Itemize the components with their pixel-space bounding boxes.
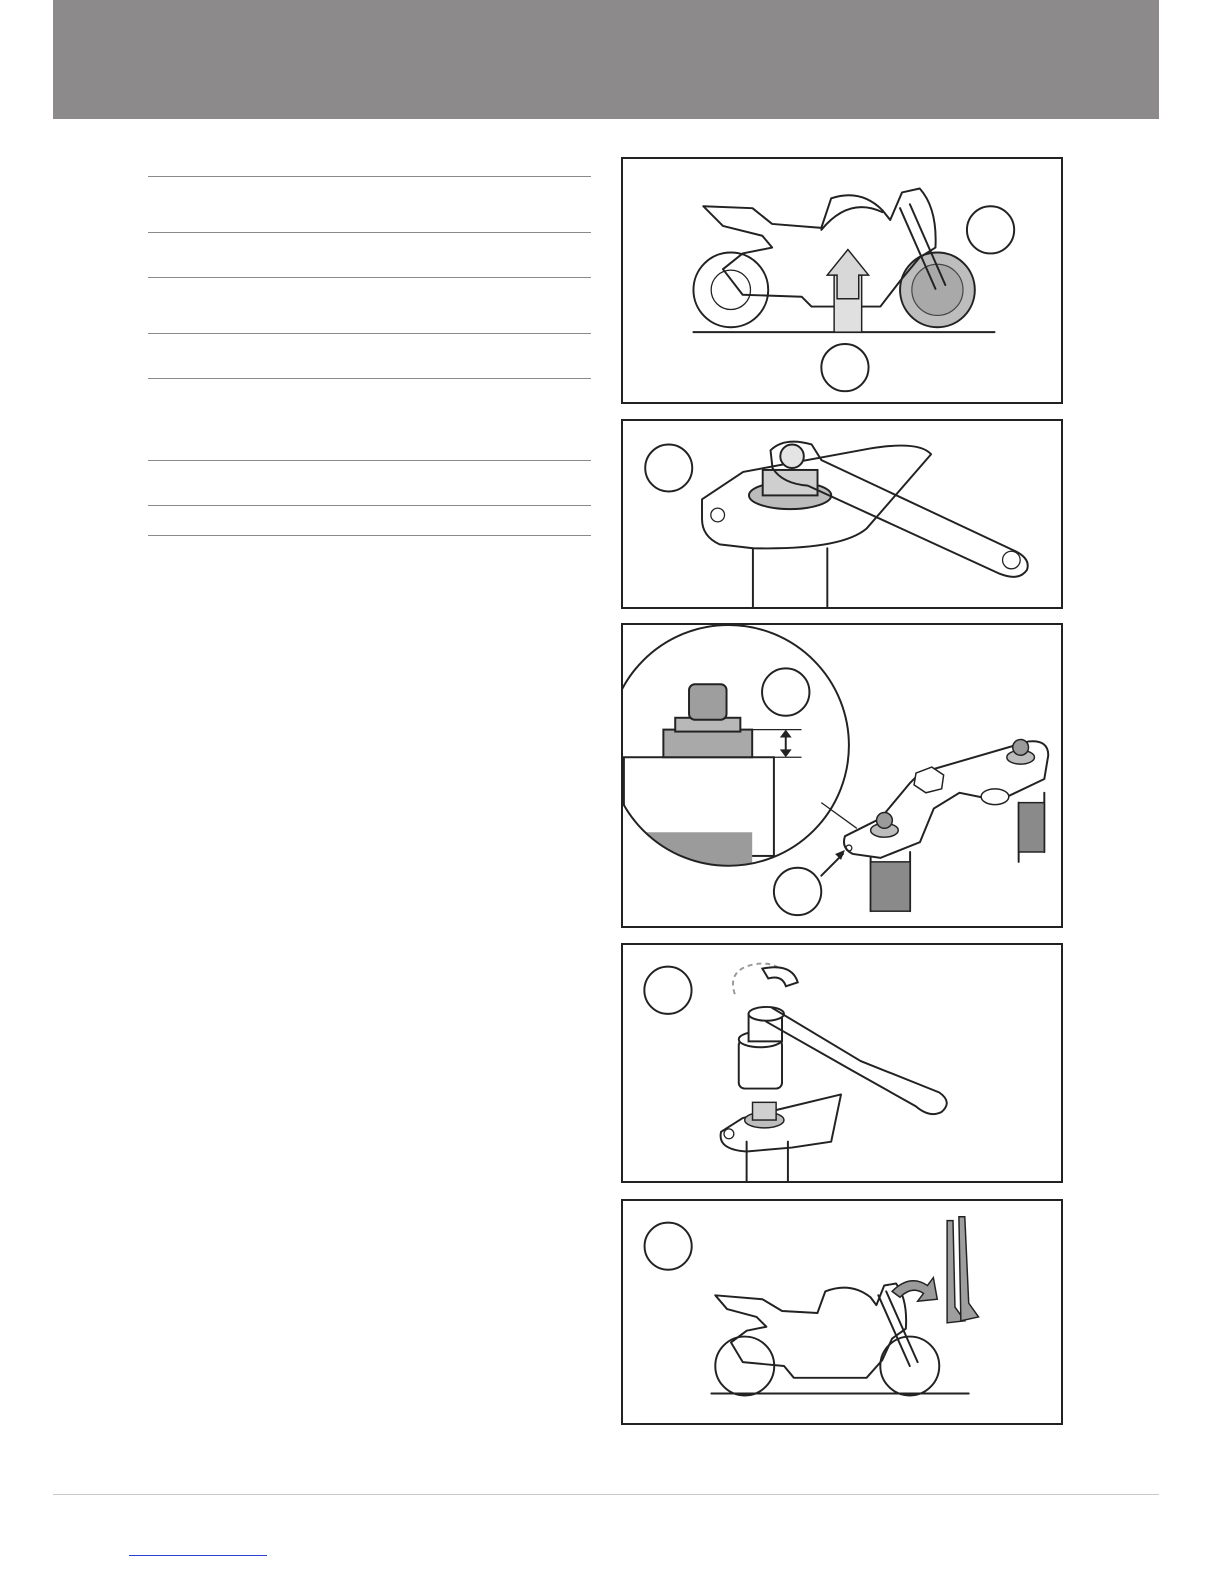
figure-fork-removal	[621, 1199, 1063, 1425]
footer-rule	[53, 1494, 1159, 1495]
instruction-row-divider	[148, 378, 591, 379]
instruction-row-divider	[148, 333, 591, 334]
figure-motorcycle-on-stand	[621, 157, 1063, 404]
footer-link-underline[interactable]	[129, 1555, 267, 1556]
header-band	[53, 0, 1159, 119]
callout-circle	[967, 206, 1014, 253]
callout-circle	[821, 344, 868, 391]
figure-fork-clamp-detail	[621, 623, 1063, 928]
instruction-row-divider	[148, 277, 591, 278]
instruction-row-divider	[148, 505, 591, 506]
rotation-arrow-icon	[762, 967, 797, 986]
fork-clamp-illustration	[623, 625, 1061, 926]
figure-socket-wrench	[621, 943, 1063, 1183]
callout-circle	[774, 868, 821, 915]
figure-wrench-on-fork-cap	[621, 419, 1063, 609]
wrench-illustration	[623, 421, 1061, 607]
removal-arrow-icon	[892, 1278, 937, 1302]
callout-circle	[645, 444, 692, 491]
motorcycle-illustration	[623, 159, 1061, 402]
instruction-row-divider	[148, 535, 591, 536]
instruction-row-divider	[148, 232, 591, 233]
callout-circle	[762, 668, 809, 715]
socket-wrench-illustration	[623, 945, 1061, 1181]
instruction-row-divider	[148, 460, 591, 461]
fork-removal-illustration	[623, 1201, 1061, 1423]
callout-circle	[644, 967, 691, 1014]
instruction-row-divider	[148, 176, 591, 177]
callout-circle	[645, 1223, 692, 1270]
